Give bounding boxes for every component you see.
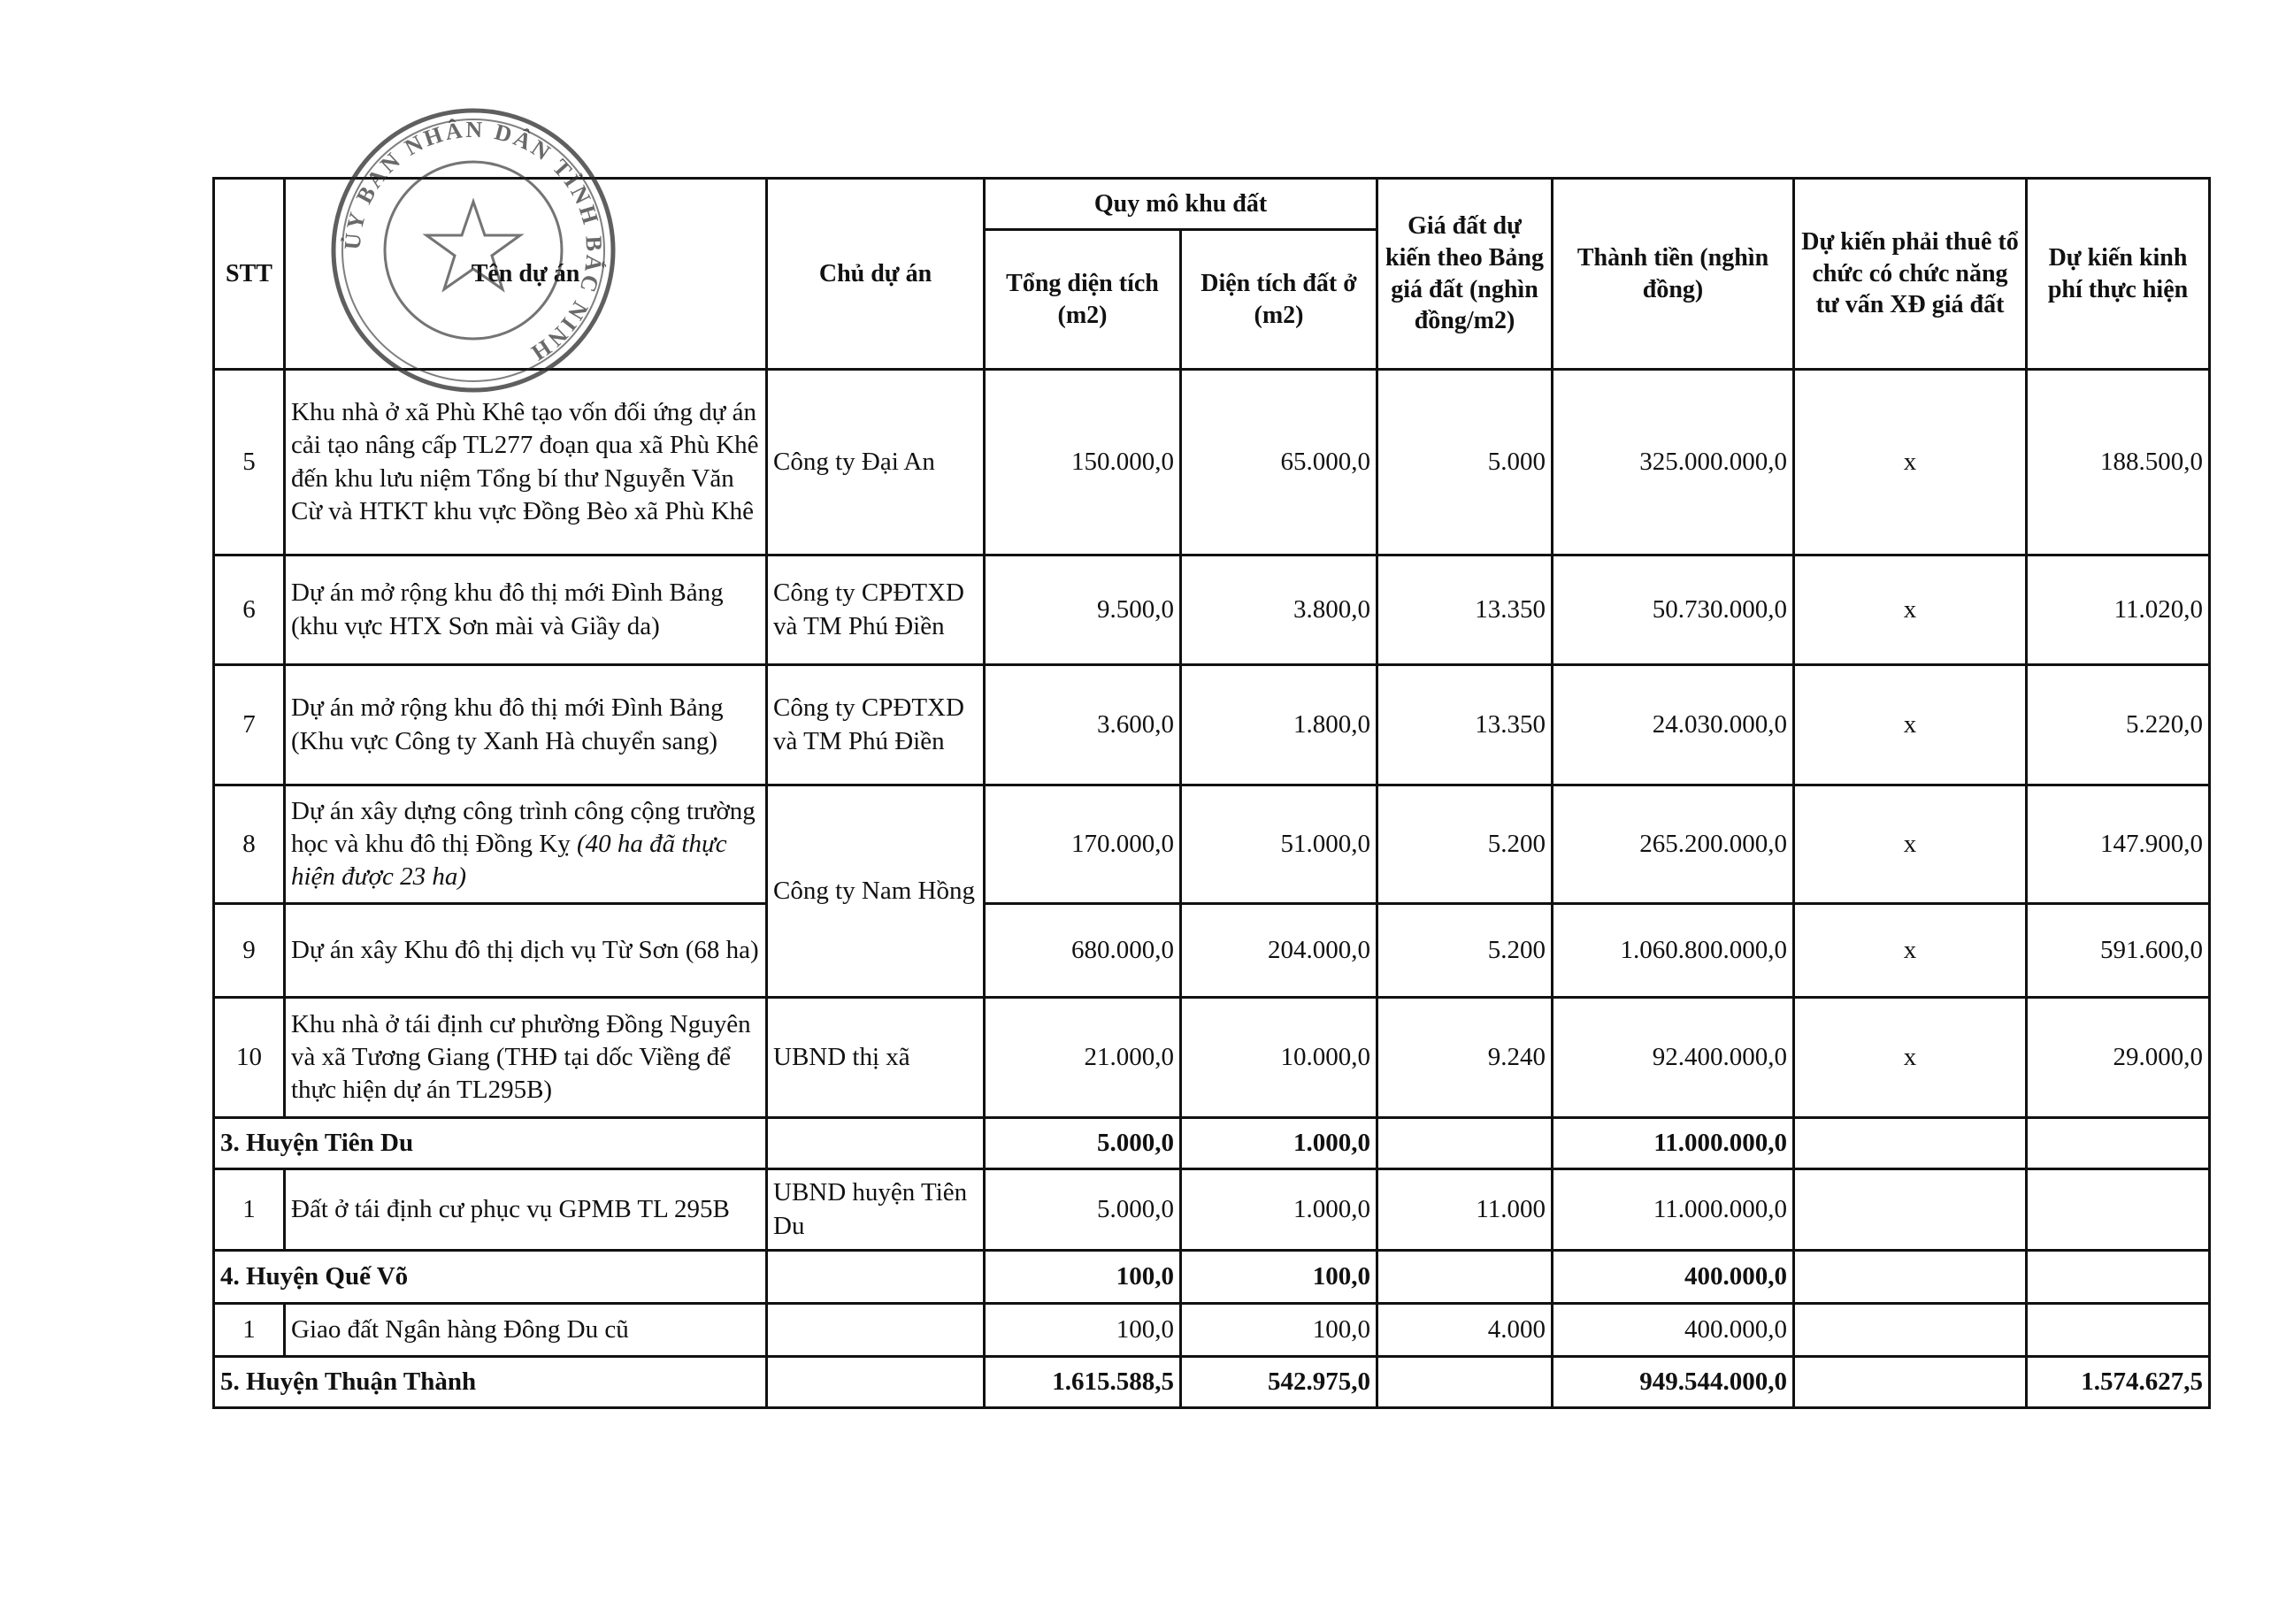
row-consultant-mark: x [1794, 555, 2027, 665]
row-consultant-mark: x [1794, 785, 2027, 904]
section-row-thuan-thanh [214, 1357, 2210, 1408]
header-project-owner: Chủ dự án [767, 179, 985, 370]
row-cost: 147.900,0 [2027, 785, 2210, 904]
row-stt: 1 [214, 1169, 285, 1251]
row-price: 5.200 [1377, 785, 1553, 904]
row-owner: Công ty CPĐTXD và TM Phú Điền [767, 665, 985, 785]
row-cost: 11.020,0 [2027, 555, 2210, 665]
row-project-name-text: Dự án xây dựng công trình công cộng trường học và khu đô thị Đồng Kỵ [291, 796, 756, 858]
row-amount: 92.400.000,0 [1553, 998, 1794, 1118]
land-price-table [212, 177, 2211, 1409]
section-row-tien-du [214, 1118, 2210, 1169]
section-empty-cell [1377, 1118, 1553, 1169]
header-total-area: Tổng diện tích (m2) [985, 230, 1181, 370]
row-price: 11.000 [1377, 1169, 1553, 1251]
row-owner: Công ty Đại An [767, 370, 985, 555]
header-land-scale: Quy mô khu đất [985, 179, 1377, 230]
table-row [214, 665, 2210, 785]
section-label: 4. Huyện Quế Võ [214, 1251, 767, 1304]
row-total-area: 5.000,0 [985, 1169, 1181, 1251]
svg-text:ỦY BAN NHÂN DÂN TỈNH BẮC NINH: ỦY BAN NHÂN DÂN TỈNH BẮC NINH [339, 116, 608, 368]
row-total-area: 680.000,0 [985, 904, 1181, 998]
row-stt: 10 [214, 998, 285, 1118]
section-total-area: 5.000,0 [985, 1118, 1181, 1169]
table-row [214, 904, 2210, 998]
table-row [214, 555, 2210, 665]
row-residential-area: 100,0 [1181, 1304, 1377, 1357]
row-amount: 400.000,0 [1553, 1304, 1794, 1357]
row-cost: 188.500,0 [2027, 370, 2210, 555]
row-project-name [285, 785, 767, 904]
row-residential-area: 1.800,0 [1181, 665, 1377, 785]
row-residential-area: 51.000,0 [1181, 785, 1377, 904]
row-project-name-note: (40 ha đã thực hiện được 23 ha) [291, 829, 727, 892]
row-total-area: 9.500,0 [985, 555, 1181, 665]
section-empty-cell [767, 1251, 985, 1304]
section-total-area: 100,0 [985, 1251, 1181, 1304]
row-stt: 5 [214, 370, 285, 555]
section-label: 3. Huyện Tiên Du [214, 1118, 767, 1169]
row-amount: 24.030.000,0 [1553, 665, 1794, 785]
section-empty-cell [1794, 1118, 2027, 1169]
row-stt: 7 [214, 665, 285, 785]
row-amount: 325.000.000,0 [1553, 370, 1794, 555]
row-stt: 9 [214, 904, 285, 998]
table-row [214, 785, 2210, 904]
section-row-que-vo [214, 1251, 2210, 1304]
row-total-area: 100,0 [985, 1304, 1181, 1357]
row-owner: Công ty Nam Hồng [767, 785, 985, 998]
row-project-name: Dự án mở rộng khu đô thị mới Đình Bảng (Khu vực Công ty Xanh Hà chuyển sang) [285, 665, 767, 785]
row-consultant-mark: x [1794, 370, 2027, 555]
section-empty-cell [1377, 1357, 1553, 1408]
row-owner: UBND huyện Tiên Du [767, 1169, 985, 1251]
section-empty-cell [2027, 1251, 2210, 1304]
table-row [214, 1304, 2210, 1357]
row-project-name: Đất ở tái định cư phục vụ GPMB TL 295B [285, 1169, 767, 1251]
row-price: 5.000 [1377, 370, 1553, 555]
row-residential-area: 65.000,0 [1181, 370, 1377, 555]
row-residential-area: 204.000,0 [1181, 904, 1377, 998]
section-cost: 1.574.627,5 [2027, 1357, 2210, 1408]
row-amount: 11.000.000,0 [1553, 1169, 1794, 1251]
row-price: 13.350 [1377, 665, 1553, 785]
row-consultant-mark: x [1794, 665, 2027, 785]
row-empty-cell [1794, 1169, 2027, 1251]
section-amount: 11.000.000,0 [1553, 1118, 1794, 1169]
row-price: 9.240 [1377, 998, 1553, 1118]
row-amount: 1.060.800.000,0 [1553, 904, 1794, 998]
header-project-name: Tên dự án [285, 179, 767, 370]
row-project-name: Dự án xây Khu đô thị dịch vụ Từ Sơn (68 ha) [285, 904, 767, 998]
row-owner: Công ty CPĐTXD và TM Phú Điền [767, 555, 985, 665]
section-residential-area: 542.975,0 [1181, 1357, 1377, 1408]
section-empty-cell [1377, 1251, 1553, 1304]
row-empty-cell [1794, 1304, 2027, 1357]
table-row [214, 1169, 2210, 1251]
header-stt: STT [214, 179, 285, 370]
row-cost: 5.220,0 [2027, 665, 2210, 785]
header-amount: Thành tiền (nghìn đồng) [1553, 179, 1794, 370]
row-project-name: Khu nhà ở tái định cư phường Đồng Nguyên và xã Tương Giang (THĐ tại dốc Viềng để thực hiện dự án TL295B) [285, 998, 767, 1118]
row-total-area: 3.600,0 [985, 665, 1181, 785]
section-label: 5. Huyện Thuận Thành [214, 1357, 767, 1408]
section-amount: 400.000,0 [1553, 1251, 1794, 1304]
section-empty-cell [1794, 1357, 2027, 1408]
row-empty-cell [767, 1304, 985, 1357]
row-price: 4.000 [1377, 1304, 1553, 1357]
row-stt: 1 [214, 1304, 285, 1357]
row-total-area: 170.000,0 [985, 785, 1181, 904]
section-total-area: 1.615.588,5 [985, 1357, 1181, 1408]
header-land-price: Giá đất dự kiến theo Bảng giá đất (nghìn đồng/m2) [1377, 179, 1553, 370]
section-empty-cell [767, 1118, 985, 1169]
row-cost: 591.600,0 [2027, 904, 2210, 998]
row-consultant-mark: x [1794, 904, 2027, 998]
row-amount: 265.200.000,0 [1553, 785, 1794, 904]
table-row [214, 998, 2210, 1118]
row-project-name: Giao đất Ngân hàng Đông Du cũ [285, 1304, 767, 1357]
row-project-name: Khu nhà ở xã Phù Khê tạo vốn đối ứng dự án cải tạo nâng cấp TL277 đoạn qua xã Phù Khê đến khu lưu niệm Tổng bí thư Nguyễn Văn Cừ và HTKT khu vực Đồng Bèo xã Phù Khê [285, 370, 767, 555]
section-residential-area: 100,0 [1181, 1251, 1377, 1304]
row-residential-area: 3.800,0 [1181, 555, 1377, 665]
row-total-area: 21.000,0 [985, 998, 1181, 1118]
row-cost: 29.000,0 [2027, 998, 2210, 1118]
header-cost: Dự kiến kinh phí thực hiện [2027, 179, 2210, 370]
section-empty-cell [1794, 1251, 2027, 1304]
section-empty-cell [767, 1357, 985, 1408]
header-residential-area: Diện tích đất ở (m2) [1181, 230, 1377, 370]
table-row [214, 370, 2210, 555]
row-price: 13.350 [1377, 555, 1553, 665]
row-owner: UBND thị xã [767, 998, 985, 1118]
row-stt: 8 [214, 785, 285, 904]
section-empty-cell [2027, 1118, 2210, 1169]
row-project-name: Dự án mở rộng khu đô thị mới Đình Bảng (khu vực HTX Sơn mài và Giầy da) [285, 555, 767, 665]
row-consultant-mark: x [1794, 998, 2027, 1118]
row-empty-cell [2027, 1304, 2210, 1357]
row-total-area: 150.000,0 [985, 370, 1181, 555]
section-residential-area: 1.000,0 [1181, 1118, 1377, 1169]
row-empty-cell [2027, 1169, 2210, 1251]
section-amount: 949.544.000,0 [1553, 1357, 1794, 1408]
row-residential-area: 1.000,0 [1181, 1169, 1377, 1251]
row-amount: 50.730.000,0 [1553, 555, 1794, 665]
header-consultant: Dự kiến phải thuê tổ chức có chức năng tư vấn XĐ giá đất [1794, 179, 2027, 370]
row-price: 5.200 [1377, 904, 1553, 998]
row-residential-area: 10.000,0 [1181, 998, 1377, 1118]
row-stt: 6 [214, 555, 285, 665]
